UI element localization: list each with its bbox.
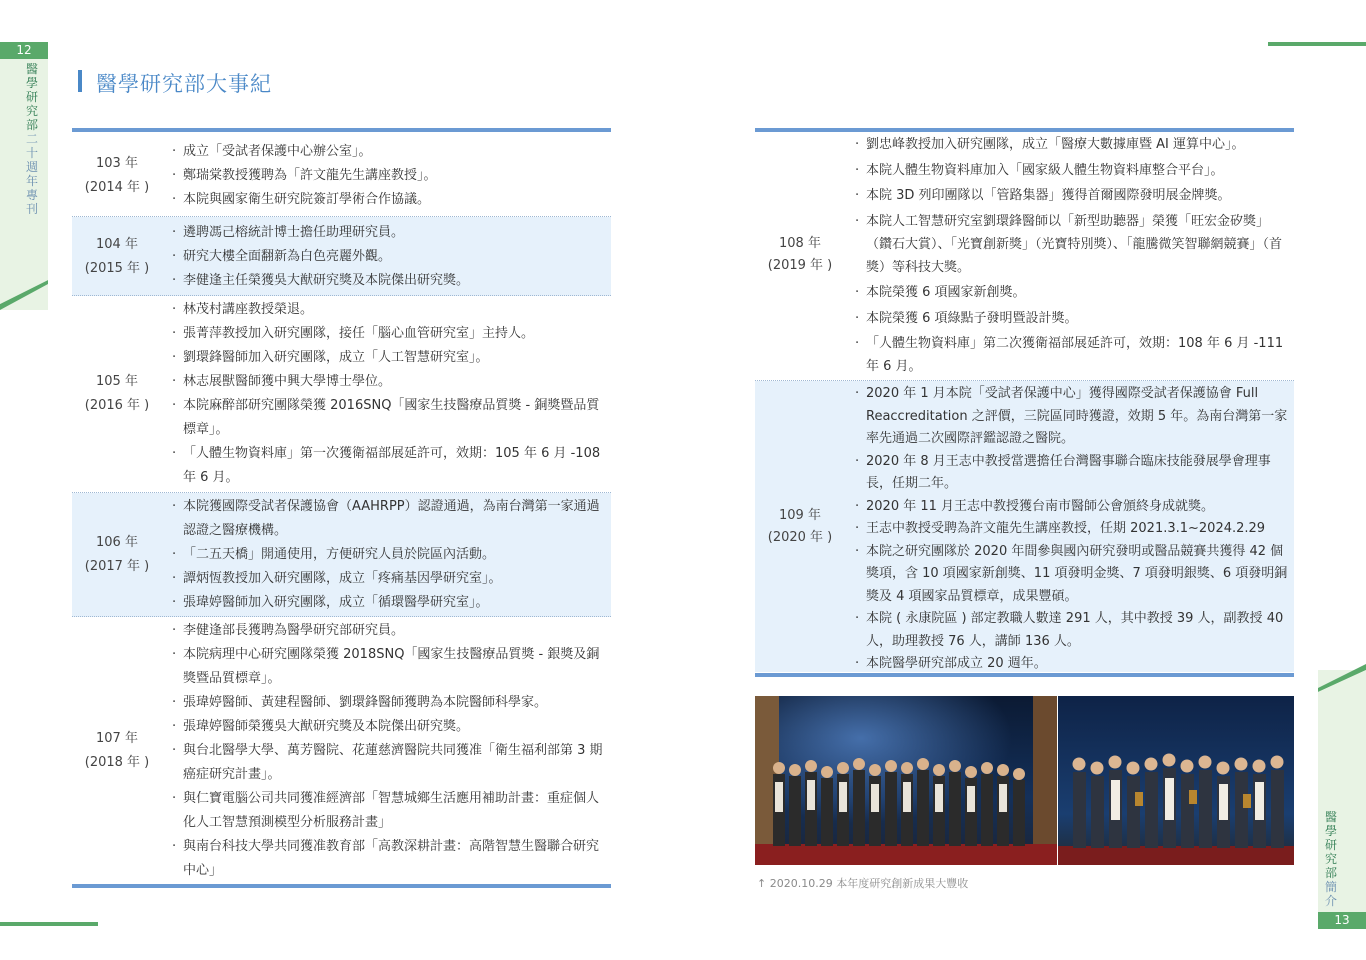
event-item: ‧ 本院 3D 列印團隊以「管路集器」獲得首爾國際發明展金牌獎。 [855,184,1288,207]
event-item: ‧ 張菁萍教授加入研究團隊，接任「腦心血管研究室」主持人。 [172,322,607,346]
event-item: ‧ 本院人工智慧研究室劉環鋒醫師以「新型助聽器」榮獲「旺宏金矽獎」（鑽石大賞）、「光寶創新獎」（光寶特別獎）、「龍騰微笑智聯網競賽」（首獎）等科技大獎。 [855,210,1288,279]
event-item: ‧ 張瑋婷醫師、黃建程醫師、劉環鋒醫師獲聘為本院醫師科學家。 [172,691,607,715]
event-item: ‧ 本院獲國際受試者保護協會（AAHRPP）認證通過，為南台灣第一家通過認證之醫療機構。 [172,495,607,543]
event-item: ‧ 林茂村講座教授榮退。 [172,298,607,322]
event-item: ‧ 本院醫學研究部成立 20 週年。 [855,653,1288,676]
event-list [172,619,607,883]
right-margin-diagonal [1318,660,1366,692]
year-label: 108 年 [779,236,821,251]
event-item: ‧ 2020 年 1 月本院「受試者保護中心」獲得國際受試者保護協會 Full Reaccreditation 之評價，三院區同時獲證，效期 5 年。為南台灣第一家率先通過二次國際評鑑認證之醫院。 [855,383,1288,451]
event-item: ‧ 李健逢主任榮獲吳大猷研究獎及本院傑出研究獎。 [172,269,607,293]
event-item: ‧ 鄭瑞棠教授獲聘為「許文龍先生講座教授」。 [172,164,607,188]
timeline-row-2016 [72,296,611,493]
event-item: ‧ 2020 年 8 月王志中教授當選擔任台灣醫事聯合臨床技能發展學會理事長，任期二年。 [855,451,1288,496]
year-roc: (2017 年 ) [84,559,150,574]
timeline-row-2019 [755,133,1294,381]
event-item: ‧ 劉環鋒醫師加入研究團隊，成立「人工智慧研究室」。 [172,346,607,370]
right-table-top-rule [755,128,1294,132]
photo-caption: ↑ 2020.10.29 本年度研究創新成果大豐收 [757,877,969,890]
event-list [172,495,607,615]
event-item: ‧ 本院與國家衛生研究院簽訂學術合作協議。 [172,188,607,212]
event-list [172,140,607,212]
right-side-label-grey: 簡介 [1325,880,1338,908]
year-roc: (2019 年 ) [767,258,833,273]
left-margin-diagonal [0,280,48,310]
event-item: ‧ 本院 ( 永康院區 ) 部定教職人數達 291 人，其中教授 39 人，副教授 40 人，助理教授 76 人，講師 136 人。 [855,608,1288,653]
event-item: ‧ 與台北醫學大學、萬芳醫院、花蓮慈濟醫院共同獲准「衛生福利部第 3 期癌症研究計畫」。 [172,739,607,787]
year-roc: (2014 年 ) [84,180,150,195]
year-roc: (2018 年 ) [84,755,150,770]
year-cell [755,233,845,277]
event-list [172,221,607,293]
left-table-top-rule [72,128,611,132]
year-cell [72,370,162,418]
event-list [172,298,607,490]
timeline-row-2018 [72,617,611,883]
year-roc: (2015 年 ) [84,261,150,276]
event-item: ‧ 張瑋婷醫師榮獲吳大猷研究獎及本院傑出研究獎。 [172,715,607,739]
year-label: 107 年 [96,731,138,746]
event-item: ‧ 「人體生物資料庫」第二次獲衛福部展延許可，效期：108 年 6 月 -111 年 6 月。 [855,332,1288,378]
timeline-row-2014 [72,136,611,217]
right-table-bottom-rule [755,673,1294,677]
page-title: 醫學研究部大事紀 [96,72,272,96]
left-page-number: 12 [0,42,48,59]
year-label: 105 年 [96,374,138,389]
year-cell [72,152,162,200]
event-item: ‧ 「二五天橋」開通使用，方便研究人員於院區內活動。 [172,543,607,567]
year-cell [72,233,162,281]
event-item: ‧ 本院榮獲 6 項國家新創獎。 [855,281,1288,304]
event-item: ‧ 研究大樓全面翻新為白色亮麗外觀。 [172,245,607,269]
event-item: ‧ 本院榮獲 6 項綠點子發明暨設計獎。 [855,307,1288,330]
event-item: ‧ 林志展獸醫師獲中興大學博士學位。 [172,370,607,394]
left-side-label-grey: 二十週年專刊 [26,132,39,216]
event-list [855,383,1288,676]
event-item: ‧ 本院麻醉部研究團隊榮獲 2016SNQ「國家生技醫療品質獎 - 銅獎暨品質標章」。 [172,394,607,442]
year-roc: (2016 年 ) [84,398,150,413]
event-item: ‧ 王志中教授受聘為許文龍先生講座教授，任期 2021.3.1~2024.2.29 [855,518,1288,541]
right-top-bar [1268,42,1366,46]
year-cell [72,531,162,579]
left-table-bottom-rule [72,884,611,888]
left-side-label [26,62,40,216]
year-label: 109 年 [779,508,821,523]
year-cell [755,505,845,549]
title-accent-bar [78,70,82,92]
event-item: ‧ 成立「受試者保護中心辦公室」。 [172,140,607,164]
event-list [855,133,1288,381]
award-group-photo [755,696,1294,865]
event-item: ‧ 遴聘馮己榕統計博士擔任助理研究員。 [172,221,607,245]
right-page-number: 13 [1318,912,1366,929]
event-item: ‧ 與仁寶電腦公司共同獲准經濟部「智慧城鄉生活應用補助計畫：重症個人化人工智慧預測模型分析服務計畫」 [172,787,607,835]
left-margin-strip [0,42,48,310]
event-item: ‧ 本院人體生物資料庫加入「國家級人體生物資料庫整合平台」。 [855,159,1288,182]
left-bottom-bar [0,922,98,926]
event-item: ‧ 李健逢部長獲聘為醫學研究部研究員。 [172,619,607,643]
timeline-row-2020 [755,381,1294,672]
event-item: ‧ 劉忠峰教授加入研究團隊，成立「醫療大數據庫暨 AI 運算中心」。 [855,133,1288,156]
event-item: ‧ 本院病理中心研究團隊榮獲 2018SNQ「國家生技醫療品質獎 - 銀獎及銅獎暨品質標章」。 [172,643,607,691]
event-item: ‧ 與南台科技大學共同獲准教育部「高教深耕計畫：高階智慧生醫聯合研究中心」 [172,835,607,883]
left-side-label-green: 醫學研究部 [26,62,39,132]
year-label: 106 年 [96,535,138,550]
event-item: ‧ 本院之研究團隊於 2020 年間參與國內研究發明或醫品競賽共獲得 42 個獎項，含 10 項國家新創獎、11 項發明金獎、7 項發明銀獎、6 項發明銅獎及 4 項國家品質標章，成果豐碩。 [855,541,1288,609]
right-side-label [1325,810,1339,908]
right-side-label-green: 醫學研究部 [1325,810,1338,880]
event-item: ‧ 張瑋婷醫師加入研究團隊，成立「循環醫學研究室」。 [172,591,607,615]
event-item: ‧ 譚炳恆教授加入研究團隊，成立「疼痛基因學研究室」。 [172,567,607,591]
event-item: ‧ 2020 年 11 月王志中教授獲台南市醫師公會頒終身成就獎。 [855,496,1288,519]
event-item: ‧ 「人體生物資料庫」第一次獲衛福部展延許可，效期：105 年 6 月 -108 年 6 月。 [172,442,607,490]
timeline-row-2015 [72,217,611,296]
year-label: 103 年 [96,156,138,171]
year-roc: (2020 年 ) [767,530,833,545]
year-cell [72,727,162,775]
year-label: 104 年 [96,237,138,252]
timeline-row-2017 [72,493,611,617]
